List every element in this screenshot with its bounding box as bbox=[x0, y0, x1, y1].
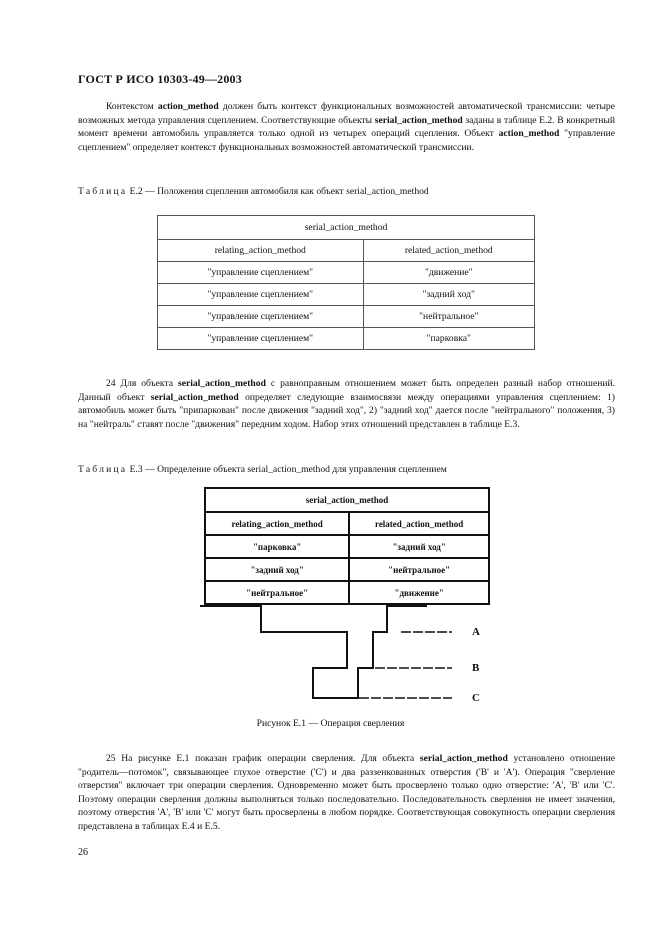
table-cell: "нейтральное" bbox=[349, 558, 489, 581]
table-title: serial_action_method bbox=[158, 216, 535, 240]
table-cell: "движение" bbox=[363, 262, 534, 284]
column-header: related_action_method bbox=[363, 240, 534, 262]
table-e3 bbox=[204, 487, 490, 605]
table-row bbox=[158, 262, 535, 284]
text: с равноправным отношением может быть определен разный набор отношений. Данный объект bbox=[78, 378, 615, 403]
page-number: 26 bbox=[78, 847, 88, 858]
table-cell: "управление сцеплением" bbox=[158, 262, 364, 284]
term: serial_action_method bbox=[419, 753, 508, 764]
table-caption-text: Е.3 — Определение объекта serial_action_method для управления сцеплением bbox=[129, 464, 447, 475]
label-b: B bbox=[472, 662, 480, 674]
drilling-diagram bbox=[195, 600, 495, 705]
table-row bbox=[158, 306, 535, 328]
table2-caption bbox=[78, 186, 429, 197]
table-cell: "управление сцеплением" bbox=[158, 284, 364, 306]
table-cell: "задний ход" bbox=[363, 284, 534, 306]
text: определяет следующие взаимосвязи между операциями управления сцеплением: 1) автомобиль может быть "припаркован" после движения "задний ход", 2) "задний ход" дается после "нейтрального" положения, 3) на "нейтраль" ставят после "движения" передним ходом. Набор этих отношений представлен в таблице Е.3. bbox=[78, 391, 615, 430]
column-header: related_action_method bbox=[349, 512, 489, 535]
text: установлено отношение "родитель—потомок", связывающее глухое отверстие ('С') и два раззенкованных отверстия ('В' и 'А'). Операция "сверление отверстия" включает три операции сверления. Одновременно может быть просверлено только одно отверстие: 'А', 'В' или 'С'. Поэтому операции сверления должны выполняться только последовательно. Последовательность сверления не имеет значения, поэтому отверстия 'А', 'В' или 'С' могут быть просверлены в любом порядке. Соответствующая совокупность операции сверления представлена в таблицах Е.4 и Е.5. bbox=[78, 753, 615, 832]
table-cell: "парковка" bbox=[205, 535, 349, 558]
table-e2 bbox=[157, 215, 535, 350]
table-title: serial_action_method bbox=[205, 488, 489, 512]
table-cell: "задний ход" bbox=[205, 558, 349, 581]
drill-profile bbox=[200, 606, 427, 698]
table-row bbox=[158, 328, 535, 350]
term: serial_action_method bbox=[374, 114, 463, 126]
table-label: Таблица bbox=[78, 464, 128, 475]
table-cell: "управление сцеплением" bbox=[158, 306, 364, 328]
column-header: relating_action_method bbox=[205, 512, 349, 535]
term: action_method bbox=[498, 128, 560, 140]
table-cell: "задний ход" bbox=[349, 535, 489, 558]
table-cell: "парковка" bbox=[363, 328, 534, 350]
text: 25 На рисунке Е.1 показан график операции сверления. Для объекта bbox=[106, 753, 420, 764]
table-cell: "управление сцеплением" bbox=[158, 328, 364, 350]
table-row bbox=[158, 284, 535, 306]
page-header: ГОСТ Р ИСО 10303-49—2003 bbox=[78, 72, 242, 86]
figure-caption: Рисунок Е.1 — Операция сверления bbox=[256, 718, 405, 729]
text: "управление сцеплением" определяет контекст функциональных возможностей автоматической трансмиссии. bbox=[78, 128, 615, 153]
text: заданы в таблице Е.2. В конкретный момент времени автомобиль управляется только одной из четырех операций сцепления. Объект bbox=[78, 114, 615, 140]
term: serial_action_method bbox=[150, 391, 239, 403]
table3-caption bbox=[78, 464, 447, 475]
text: Контекстом bbox=[106, 101, 158, 112]
column-header: relating_action_method bbox=[158, 240, 364, 262]
paragraph-24 bbox=[78, 377, 615, 431]
paragraph-context bbox=[78, 100, 615, 154]
text: должен быть контекст функциональных возможностей автоматической трансмиссии: четыре возможных метода управления сцеплением. Соответствующие объекты bbox=[78, 101, 615, 126]
text: 24 Для объекта bbox=[106, 378, 178, 389]
table-row bbox=[205, 535, 489, 558]
table-cell: "движение" bbox=[349, 581, 489, 604]
term: serial_action_method bbox=[177, 378, 266, 389]
label-c: C bbox=[472, 692, 480, 704]
table-label: Таблица bbox=[78, 186, 128, 197]
paragraph-25 bbox=[78, 752, 615, 834]
label-a: A bbox=[472, 626, 480, 638]
table-cell: "нейтральное" bbox=[363, 306, 534, 328]
table-row bbox=[205, 558, 489, 581]
table-cell: "нейтральное" bbox=[205, 581, 349, 604]
term: action_method bbox=[157, 101, 219, 112]
table-caption-text: Е.2 — Положения сцепления автомобиля как объект serial_action_method bbox=[129, 186, 429, 197]
